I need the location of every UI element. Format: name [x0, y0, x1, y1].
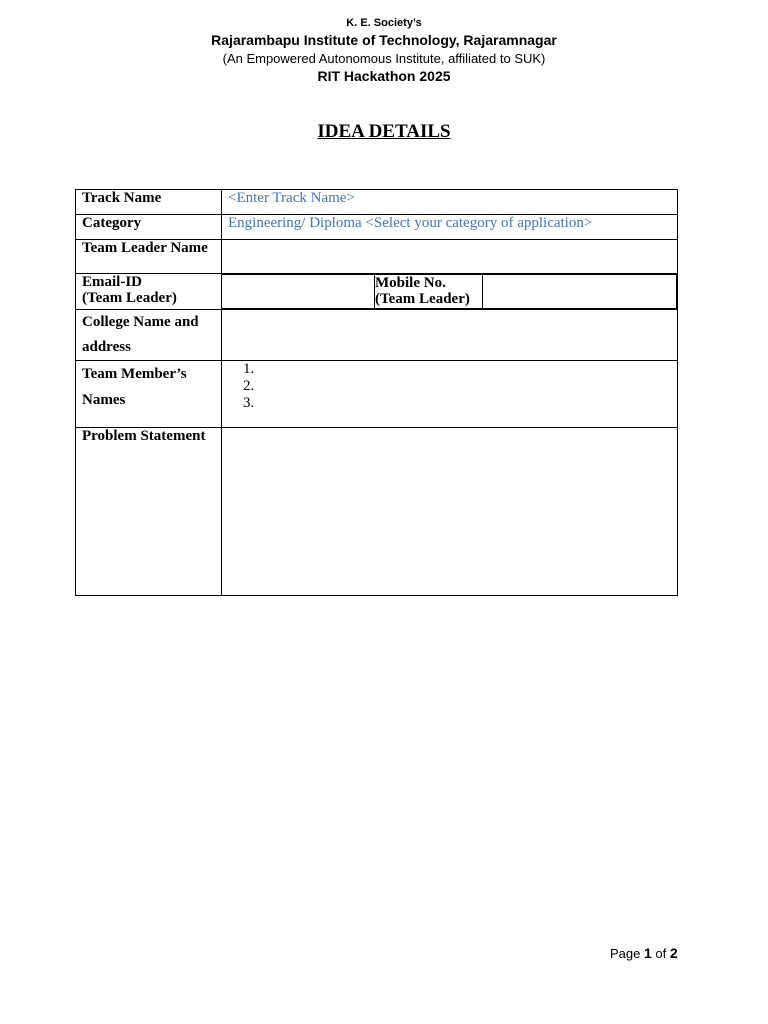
- list-item[interactable]: [258, 378, 671, 395]
- table-row: [76, 215, 678, 240]
- track-name-label: Track Name: [76, 190, 222, 215]
- table-row: [76, 240, 678, 274]
- email-mobile-inner-table: [222, 274, 677, 309]
- list-item[interactable]: [258, 361, 671, 378]
- team-members-label: [76, 361, 222, 428]
- institute-subtitle: (An Empowered Autonomous Institute, affiliated to SUK): [222, 51, 546, 66]
- mobile-label: [375, 275, 483, 309]
- page-of: of: [655, 946, 667, 961]
- email-label: [76, 274, 222, 310]
- problem-statement-field[interactable]: [222, 428, 678, 596]
- table-row: [76, 190, 678, 215]
- team-leader-name-field[interactable]: [222, 240, 678, 274]
- page-prefix: Page: [610, 946, 641, 961]
- table-row: [76, 310, 678, 361]
- society-name: K. E. Society’s: [346, 17, 422, 29]
- email-mobile-cell: [222, 274, 678, 310]
- page-total: 2: [669, 945, 678, 961]
- table-row: [76, 428, 678, 596]
- team-members-label-line2: Names: [82, 392, 126, 408]
- team-leader-name-label: Team Leader Name: [76, 240, 222, 274]
- page-number: [610, 945, 678, 961]
- email-label-line1: Email-ID: [82, 274, 142, 290]
- table-row: [76, 274, 678, 310]
- mobile-label-line2: (Team Leader): [375, 291, 470, 307]
- event-name: RIT Hackathon 2025: [317, 68, 451, 84]
- college-label: [76, 310, 222, 361]
- category-field[interactable]: Engineering/ Diploma <Select your category of application>: [222, 215, 678, 240]
- college-field[interactable]: [222, 310, 678, 361]
- category-label: Category: [76, 215, 222, 240]
- table-row: [76, 361, 678, 428]
- problem-statement-label: Problem Statement: [76, 428, 222, 596]
- institute-name: Rajarambapu Institute of Technology, Rajaramnagar: [211, 32, 557, 48]
- page-title: IDEA DETAILS: [317, 121, 451, 142]
- page-current: 1: [644, 945, 652, 961]
- mobile-field[interactable]: [483, 275, 677, 309]
- college-label-line2: address: [82, 339, 131, 355]
- list-item[interactable]: [258, 395, 671, 412]
- team-members-label-line1: Team Member’s: [82, 366, 187, 382]
- team-members-list: [228, 361, 671, 412]
- track-name-field[interactable]: <Enter Track Name>: [222, 190, 678, 215]
- email-field[interactable]: [222, 275, 375, 309]
- email-label-line2: (Team Leader): [82, 290, 177, 306]
- mobile-label-line1: Mobile No.: [375, 275, 446, 291]
- college-label-line1: College Name and: [82, 314, 199, 330]
- idea-details-table: [75, 189, 678, 596]
- team-members-field[interactable]: [222, 361, 678, 428]
